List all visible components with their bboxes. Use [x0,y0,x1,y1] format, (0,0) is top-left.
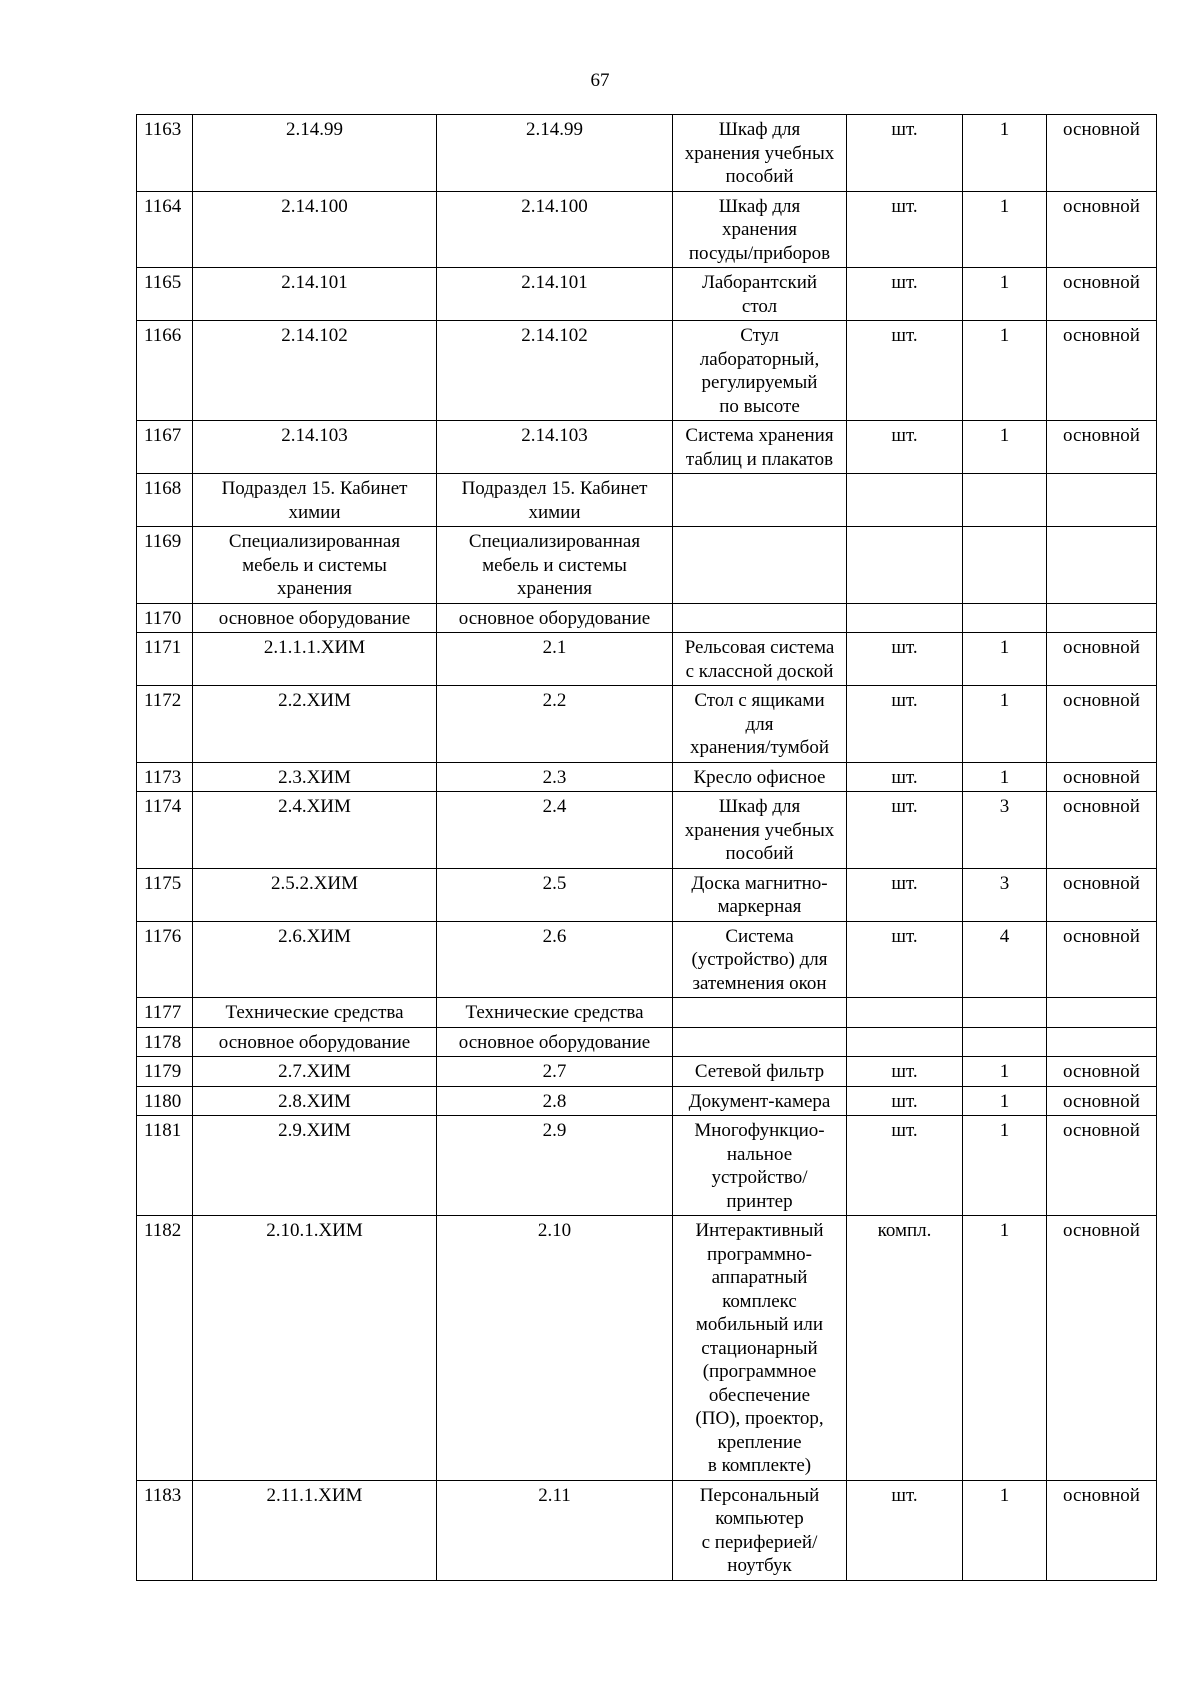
cell-unit: шт. [847,268,963,321]
cell-code-primary: 2.7.ХИМ [193,1057,437,1087]
table-row [137,998,1157,1028]
cell-unit: шт. [847,321,963,421]
cell-item-name: Стул лабораторный, регулируемый по высоте [673,321,847,421]
cell-item-name: Кресло офисное [673,762,847,792]
table-row [137,603,1157,633]
cell-number: 1178 [137,1027,193,1057]
cell-item-name: Документ-камера [673,1086,847,1116]
cell-quantity: 1 [963,421,1047,474]
cell-type: основной [1047,115,1157,192]
cell-unit: шт. [847,868,963,921]
cell-code-secondary: 2.14.101 [437,268,673,321]
cell-unit [847,603,963,633]
cell-item-name: Интерактивный программно- аппаратный комплекс мобильный или стационарный (программное обеспечение (ПО), проектор, крепление в комплекте) [673,1216,847,1481]
cell-code-primary: 2.5.2.ХИМ [193,868,437,921]
cell-item-name: Стол с ящиками для хранения/тумбой [673,686,847,763]
cell-number: 1170 [137,603,193,633]
cell-code-secondary: основное оборудование [437,603,673,633]
cell-quantity [963,527,1047,604]
cell-quantity [963,474,1047,527]
cell-code-secondary: 2.14.100 [437,191,673,268]
cell-code-primary: Специализированная мебель и системы хранения [193,527,437,604]
table-row [137,474,1157,527]
cell-quantity: 1 [963,191,1047,268]
cell-unit: шт. [847,191,963,268]
cell-code-primary: 2.14.101 [193,268,437,321]
cell-item-name: Доска магнитно- маркерная [673,868,847,921]
cell-type: основной [1047,191,1157,268]
cell-number: 1176 [137,921,193,998]
cell-number: 1163 [137,115,193,192]
cell-code-primary: Подраздел 15. Кабинет химии [193,474,437,527]
cell-item-name: Шкаф для хранения учебных пособий [673,792,847,869]
table-row [137,762,1157,792]
cell-unit: шт. [847,1480,963,1580]
cell-type: основной [1047,321,1157,421]
cell-code-primary: 2.14.99 [193,115,437,192]
cell-quantity: 1 [963,1116,1047,1216]
cell-unit: шт. [847,1116,963,1216]
cell-type: основной [1047,792,1157,869]
cell-type: основной [1047,1480,1157,1580]
cell-type [1047,603,1157,633]
cell-number: 1183 [137,1480,193,1580]
cell-quantity: 1 [963,268,1047,321]
cell-code-primary: 2.4.ХИМ [193,792,437,869]
cell-code-primary: 2.14.100 [193,191,437,268]
cell-code-secondary: 2.1 [437,633,673,686]
cell-item-name: Персональный компьютер с периферией/ ноутбук [673,1480,847,1580]
cell-code-secondary: 2.8 [437,1086,673,1116]
cell-type: основной [1047,1086,1157,1116]
cell-type [1047,474,1157,527]
cell-unit: шт. [847,921,963,998]
cell-code-primary: 2.6.ХИМ [193,921,437,998]
table-row [137,1057,1157,1087]
cell-unit [847,998,963,1028]
cell-number: 1165 [137,268,193,321]
cell-item-name [673,527,847,604]
cell-type: основной [1047,762,1157,792]
cell-quantity: 1 [963,115,1047,192]
cell-item-name [673,474,847,527]
cell-code-secondary: Специализированная мебель и системы хранения [437,527,673,604]
cell-code-primary: 2.1.1.1.ХИМ [193,633,437,686]
cell-item-name: Система (устройство) для затемнения окон [673,921,847,998]
cell-code-primary: 2.2.ХИМ [193,686,437,763]
cell-item-name [673,998,847,1028]
cell-code-secondary: 2.5 [437,868,673,921]
table-row [137,792,1157,869]
table-row [137,686,1157,763]
table-row [137,868,1157,921]
cell-unit: шт. [847,762,963,792]
cell-type: основной [1047,1116,1157,1216]
cell-number: 1179 [137,1057,193,1087]
cell-code-secondary: 2.9 [437,1116,673,1216]
cell-type: основной [1047,421,1157,474]
cell-unit: шт. [847,421,963,474]
cell-item-name: Лаборантский стол [673,268,847,321]
cell-code-primary: Технические средства [193,998,437,1028]
cell-code-primary: основное оборудование [193,603,437,633]
cell-code-secondary: Подраздел 15. Кабинет химии [437,474,673,527]
table-row [137,321,1157,421]
table-row [137,921,1157,998]
table-row [137,421,1157,474]
table-row [137,191,1157,268]
cell-unit [847,1027,963,1057]
table-row [137,1480,1157,1580]
table-row [137,268,1157,321]
table-row [137,633,1157,686]
cell-code-secondary: 2.11 [437,1480,673,1580]
cell-unit: шт. [847,686,963,763]
cell-code-secondary: 2.3 [437,762,673,792]
cell-number: 1171 [137,633,193,686]
cell-quantity: 1 [963,1086,1047,1116]
cell-number: 1174 [137,792,193,869]
cell-code-primary: 2.14.103 [193,421,437,474]
cell-quantity: 1 [963,1057,1047,1087]
cell-code-secondary: 2.14.102 [437,321,673,421]
cell-number: 1164 [137,191,193,268]
cell-quantity: 1 [963,633,1047,686]
cell-code-secondary: Технические средства [437,998,673,1028]
cell-item-name: Рельсовая система с классной доской [673,633,847,686]
cell-item-name: Многофункцио- нальное устройство/ принтер [673,1116,847,1216]
cell-type: основной [1047,1216,1157,1481]
cell-item-name [673,1027,847,1057]
cell-quantity: 1 [963,1216,1047,1481]
cell-type: основной [1047,686,1157,763]
cell-code-secondary: 2.14.103 [437,421,673,474]
cell-type [1047,998,1157,1028]
cell-type [1047,527,1157,604]
cell-item-name: Шкаф для хранения посуды/приборов [673,191,847,268]
table-row [137,115,1157,192]
cell-type: основной [1047,633,1157,686]
cell-code-primary: 2.10.1.ХИМ [193,1216,437,1481]
cell-code-primary: 2.9.ХИМ [193,1116,437,1216]
cell-unit [847,527,963,604]
table-body [137,115,1157,1581]
cell-code-primary: 2.14.102 [193,321,437,421]
cell-quantity [963,1027,1047,1057]
cell-code-primary: 2.11.1.ХИМ [193,1480,437,1580]
cell-quantity: 1 [963,321,1047,421]
cell-code-primary: 2.3.ХИМ [193,762,437,792]
cell-quantity: 1 [963,762,1047,792]
cell-code-secondary: 2.6 [437,921,673,998]
cell-item-name: Система хранения таблиц и плакатов [673,421,847,474]
cell-unit: шт. [847,633,963,686]
cell-number: 1177 [137,998,193,1028]
cell-item-name [673,603,847,633]
cell-type [1047,1027,1157,1057]
cell-code-secondary: 2.2 [437,686,673,763]
cell-quantity [963,998,1047,1028]
cell-type: основной [1047,868,1157,921]
cell-unit: шт. [847,792,963,869]
cell-number: 1180 [137,1086,193,1116]
cell-code-primary: основное оборудование [193,1027,437,1057]
cell-unit: шт. [847,115,963,192]
cell-unit: шт. [847,1086,963,1116]
cell-code-secondary: 2.4 [437,792,673,869]
cell-number: 1173 [137,762,193,792]
cell-number: 1172 [137,686,193,763]
page-number: 67 [590,70,610,91]
table-row [137,1216,1157,1481]
table-row [137,1116,1157,1216]
cell-quantity: 1 [963,686,1047,763]
cell-quantity: 3 [963,868,1047,921]
cell-number: 1181 [137,1116,193,1216]
equipment-table [136,114,1157,1581]
cell-number: 1167 [137,421,193,474]
cell-code-secondary: 2.7 [437,1057,673,1087]
cell-quantity: 4 [963,921,1047,998]
cell-number: 1168 [137,474,193,527]
cell-unit [847,474,963,527]
cell-item-name: Сетевой фильтр [673,1057,847,1087]
cell-type: основной [1047,921,1157,998]
cell-type: основной [1047,1057,1157,1087]
cell-quantity [963,603,1047,633]
cell-code-secondary: основное оборудование [437,1027,673,1057]
cell-code-primary: 2.8.ХИМ [193,1086,437,1116]
cell-number: 1182 [137,1216,193,1481]
cell-type: основной [1047,268,1157,321]
cell-quantity: 1 [963,1480,1047,1580]
cell-number: 1169 [137,527,193,604]
cell-quantity: 3 [963,792,1047,869]
cell-number: 1175 [137,868,193,921]
table-row [137,527,1157,604]
table-row [137,1086,1157,1116]
cell-item-name: Шкаф для хранения учебных пособий [673,115,847,192]
cell-code-secondary: 2.10 [437,1216,673,1481]
cell-code-secondary: 2.14.99 [437,115,673,192]
cell-unit: шт. [847,1057,963,1087]
table-row [137,1027,1157,1057]
cell-unit: компл. [847,1216,963,1481]
cell-number: 1166 [137,321,193,421]
